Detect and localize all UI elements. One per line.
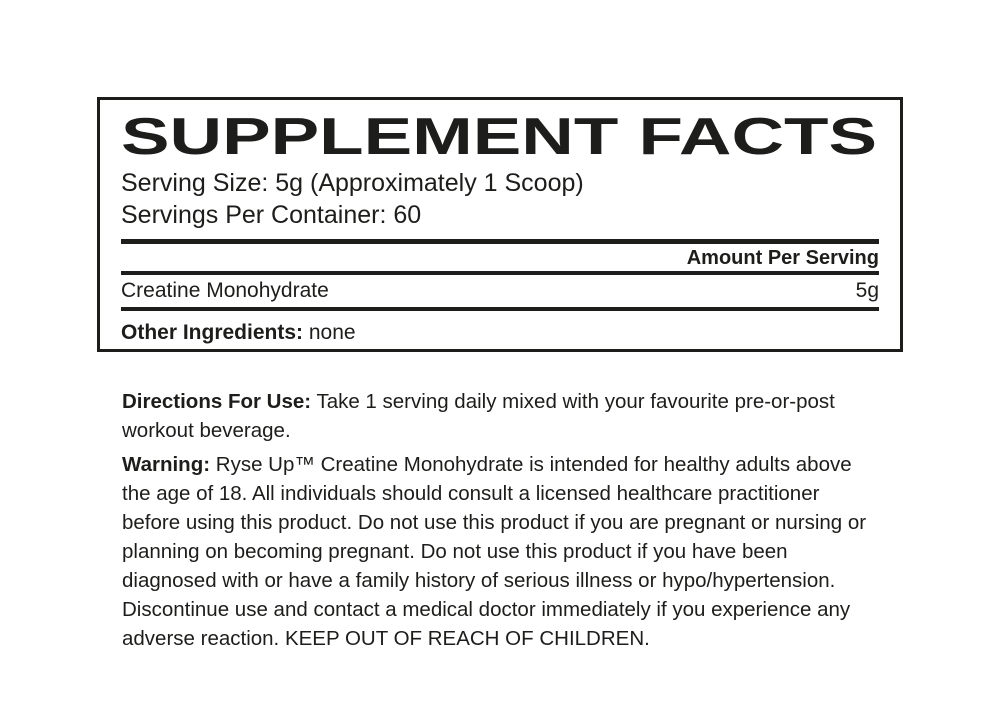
panel-title-svg [121,114,877,160]
serving-info [121,167,879,231]
panel-title-text: SUPPLEMENT FACTS [121,114,877,160]
warning-label: Warning: [122,452,211,476]
ingredient-amount: 5g [855,279,879,302]
warning-paragraph [122,450,882,653]
panel-title [121,114,879,160]
ingredient-name: Creatine Monohydrate [121,279,329,302]
directions-paragraph [122,387,882,445]
directions-text: Take 1 serving daily mixed with your favourite pre-or-post workout beverage. [122,389,835,442]
servings-per-container: Servings Per Container: 60 [121,201,422,229]
supplement-facts-panel [97,97,903,352]
other-ingredients [121,321,879,345]
table-row [121,275,879,307]
amount-per-serving-header: Amount Per Serving [686,247,879,269]
warning-text: Ryse Up™ Creatine Monohydrate is intended for healthy adults above the age of 18. All individuals should consult a licensed healthcare practitioner before using this product. Do not use this product if you are pregnant or nursing or planning on becoming pregnant. Do not use this product if you have been diagnosed with or have a family history of serious illness or hypo/hypertension. Discontinue use and contact a medical doctor immediately if you experience any adverse reaction. KEEP OUT OF REACH OF CHILDREN. [122,452,867,650]
divider-row [121,307,879,311]
other-ingredients-label: Other Ingredients: [121,321,304,344]
serving-size: Serving Size: 5g (Approximately 1 Scoop) [121,169,584,197]
directions-label: Directions For Use: [122,389,312,413]
other-ingredients-value: none [308,321,356,344]
